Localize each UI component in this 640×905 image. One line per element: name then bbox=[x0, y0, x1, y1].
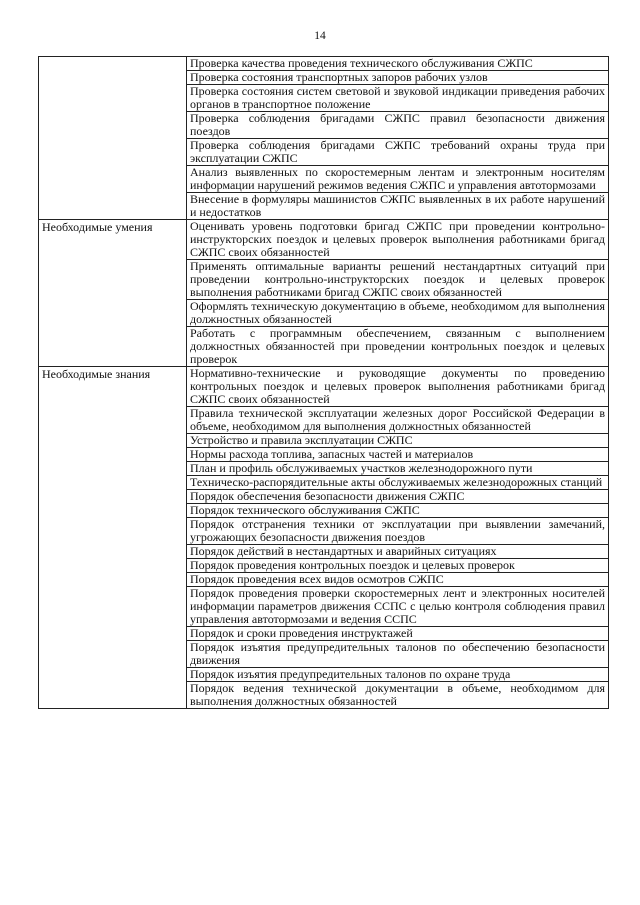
section-items bbox=[187, 367, 608, 708]
table-cell: Нормативно-технические и руководящие документы по проведению контрольных поездок и целевых проверок выполнения работниками бригад СЖПС своих обязанностей bbox=[190, 366, 605, 406]
table-cell: Порядок ведения технической документации в объеме, необходимом для выполнения должностных обязанностей bbox=[187, 681, 608, 708]
section-items bbox=[187, 57, 608, 219]
table-cell: Оценивать уровень подготовки бригад СЖПС при проведении контрольно-инструкторских поездок и целевых проверок выполнения работниками бригад СЖПС своих обязанностей bbox=[190, 219, 605, 259]
table-cell: Порядок отстранения техники от эксплуатации при выявлении замечаний, угрожающих безопасности движения поездов bbox=[187, 517, 608, 544]
table-cell: Порядок изъятия предупредительных талонов по охране труда bbox=[187, 667, 608, 681]
section-label: Необходимые умения bbox=[39, 220, 187, 366]
table-cell: Применять оптимальные варианты решений нестандартных ситуаций при проведении контрольно-инструкторских поездок и целевых проверок выполнения работниками бригад СЖПС своих обязанностей bbox=[187, 259, 608, 299]
table-cell: Порядок проведения контрольных поездок и целевых проверок bbox=[187, 558, 608, 572]
table-cell: Порядок и сроки проведения инструктажей bbox=[187, 626, 608, 640]
section-items bbox=[187, 220, 608, 366]
table-cell: Нормы расхода топлива, запасных частей и материалов bbox=[187, 447, 608, 461]
table-section-actions bbox=[39, 57, 608, 219]
table-cell: Оформлять техническую документацию в объеме, необходимом для выполнения должностных обязанностей bbox=[187, 299, 608, 326]
table-cell: Проверка состояния транспортных запоров рабочих узлов bbox=[187, 70, 608, 84]
table-cell: Порядок проведения проверки скоростемерных лент и электронных носителей информации параметров движения ССПС с целью контроля соблюдения правил управления автотормозами и ведения ССПС bbox=[187, 586, 608, 626]
table-cell: Проверка качества проведения технического обслуживания СЖПС bbox=[190, 56, 533, 70]
table-cell: Техническо-распорядительные акты обслуживаемых железнодорожных станций bbox=[187, 475, 608, 489]
page-number: 14 bbox=[314, 30, 326, 42]
table-cell: Работать с программным обеспечением, связанным с выполнением должностных обязанностей при проведении контрольных поездок и целевых проверок bbox=[187, 326, 608, 366]
table-cell: Проверка соблюдения бригадами СЖПС правил безопасности движения поездов bbox=[187, 111, 608, 138]
table-cell: Порядок проведения всех видов осмотров СЖПС bbox=[187, 572, 608, 586]
table-cell: Внесение в формуляры машинистов СЖПС выявленных в их работе нарушений и недостатков bbox=[187, 192, 608, 219]
table-cell: Порядок обеспечения безопасности движения СЖПС bbox=[187, 489, 608, 503]
table-cell: Порядок действий в нестандартных и аварийных ситуациях bbox=[187, 544, 608, 558]
table-cell: Порядок технического обслуживания СЖПС bbox=[187, 503, 608, 517]
table-cell: Анализ выявленных по скоростемерным лентам и электронным носителям информации нарушений режимов ведения СЖПС и управления автотормозами bbox=[187, 165, 608, 192]
section-label: Необходимые знания bbox=[39, 367, 187, 708]
table-section-skills bbox=[39, 219, 608, 366]
table-cell: Правила технической эксплуатации железных дорог Российской Федерации в объеме, необходимом для выполнения должностных обязанностей bbox=[187, 406, 608, 433]
table-cell: Устройство и правила эксплуатации СЖПС bbox=[187, 433, 608, 447]
table-cell: Проверка состояния систем световой и звуковой индикации приведения рабочих органов в транспортное положение bbox=[187, 84, 608, 111]
table-cell: Проверка соблюдения бригадами СЖПС требований охраны труда при эксплуатации СЖПС bbox=[187, 138, 608, 165]
table-section-knowledge bbox=[39, 366, 608, 708]
labor-functions-table bbox=[38, 56, 609, 709]
table-cell: Порядок изъятия предупредительных талонов по обеспечению безопасности движения bbox=[187, 640, 608, 667]
table-cell: План и профиль обслуживаемых участков железнодорожного пути bbox=[187, 461, 608, 475]
section-label bbox=[39, 57, 187, 219]
